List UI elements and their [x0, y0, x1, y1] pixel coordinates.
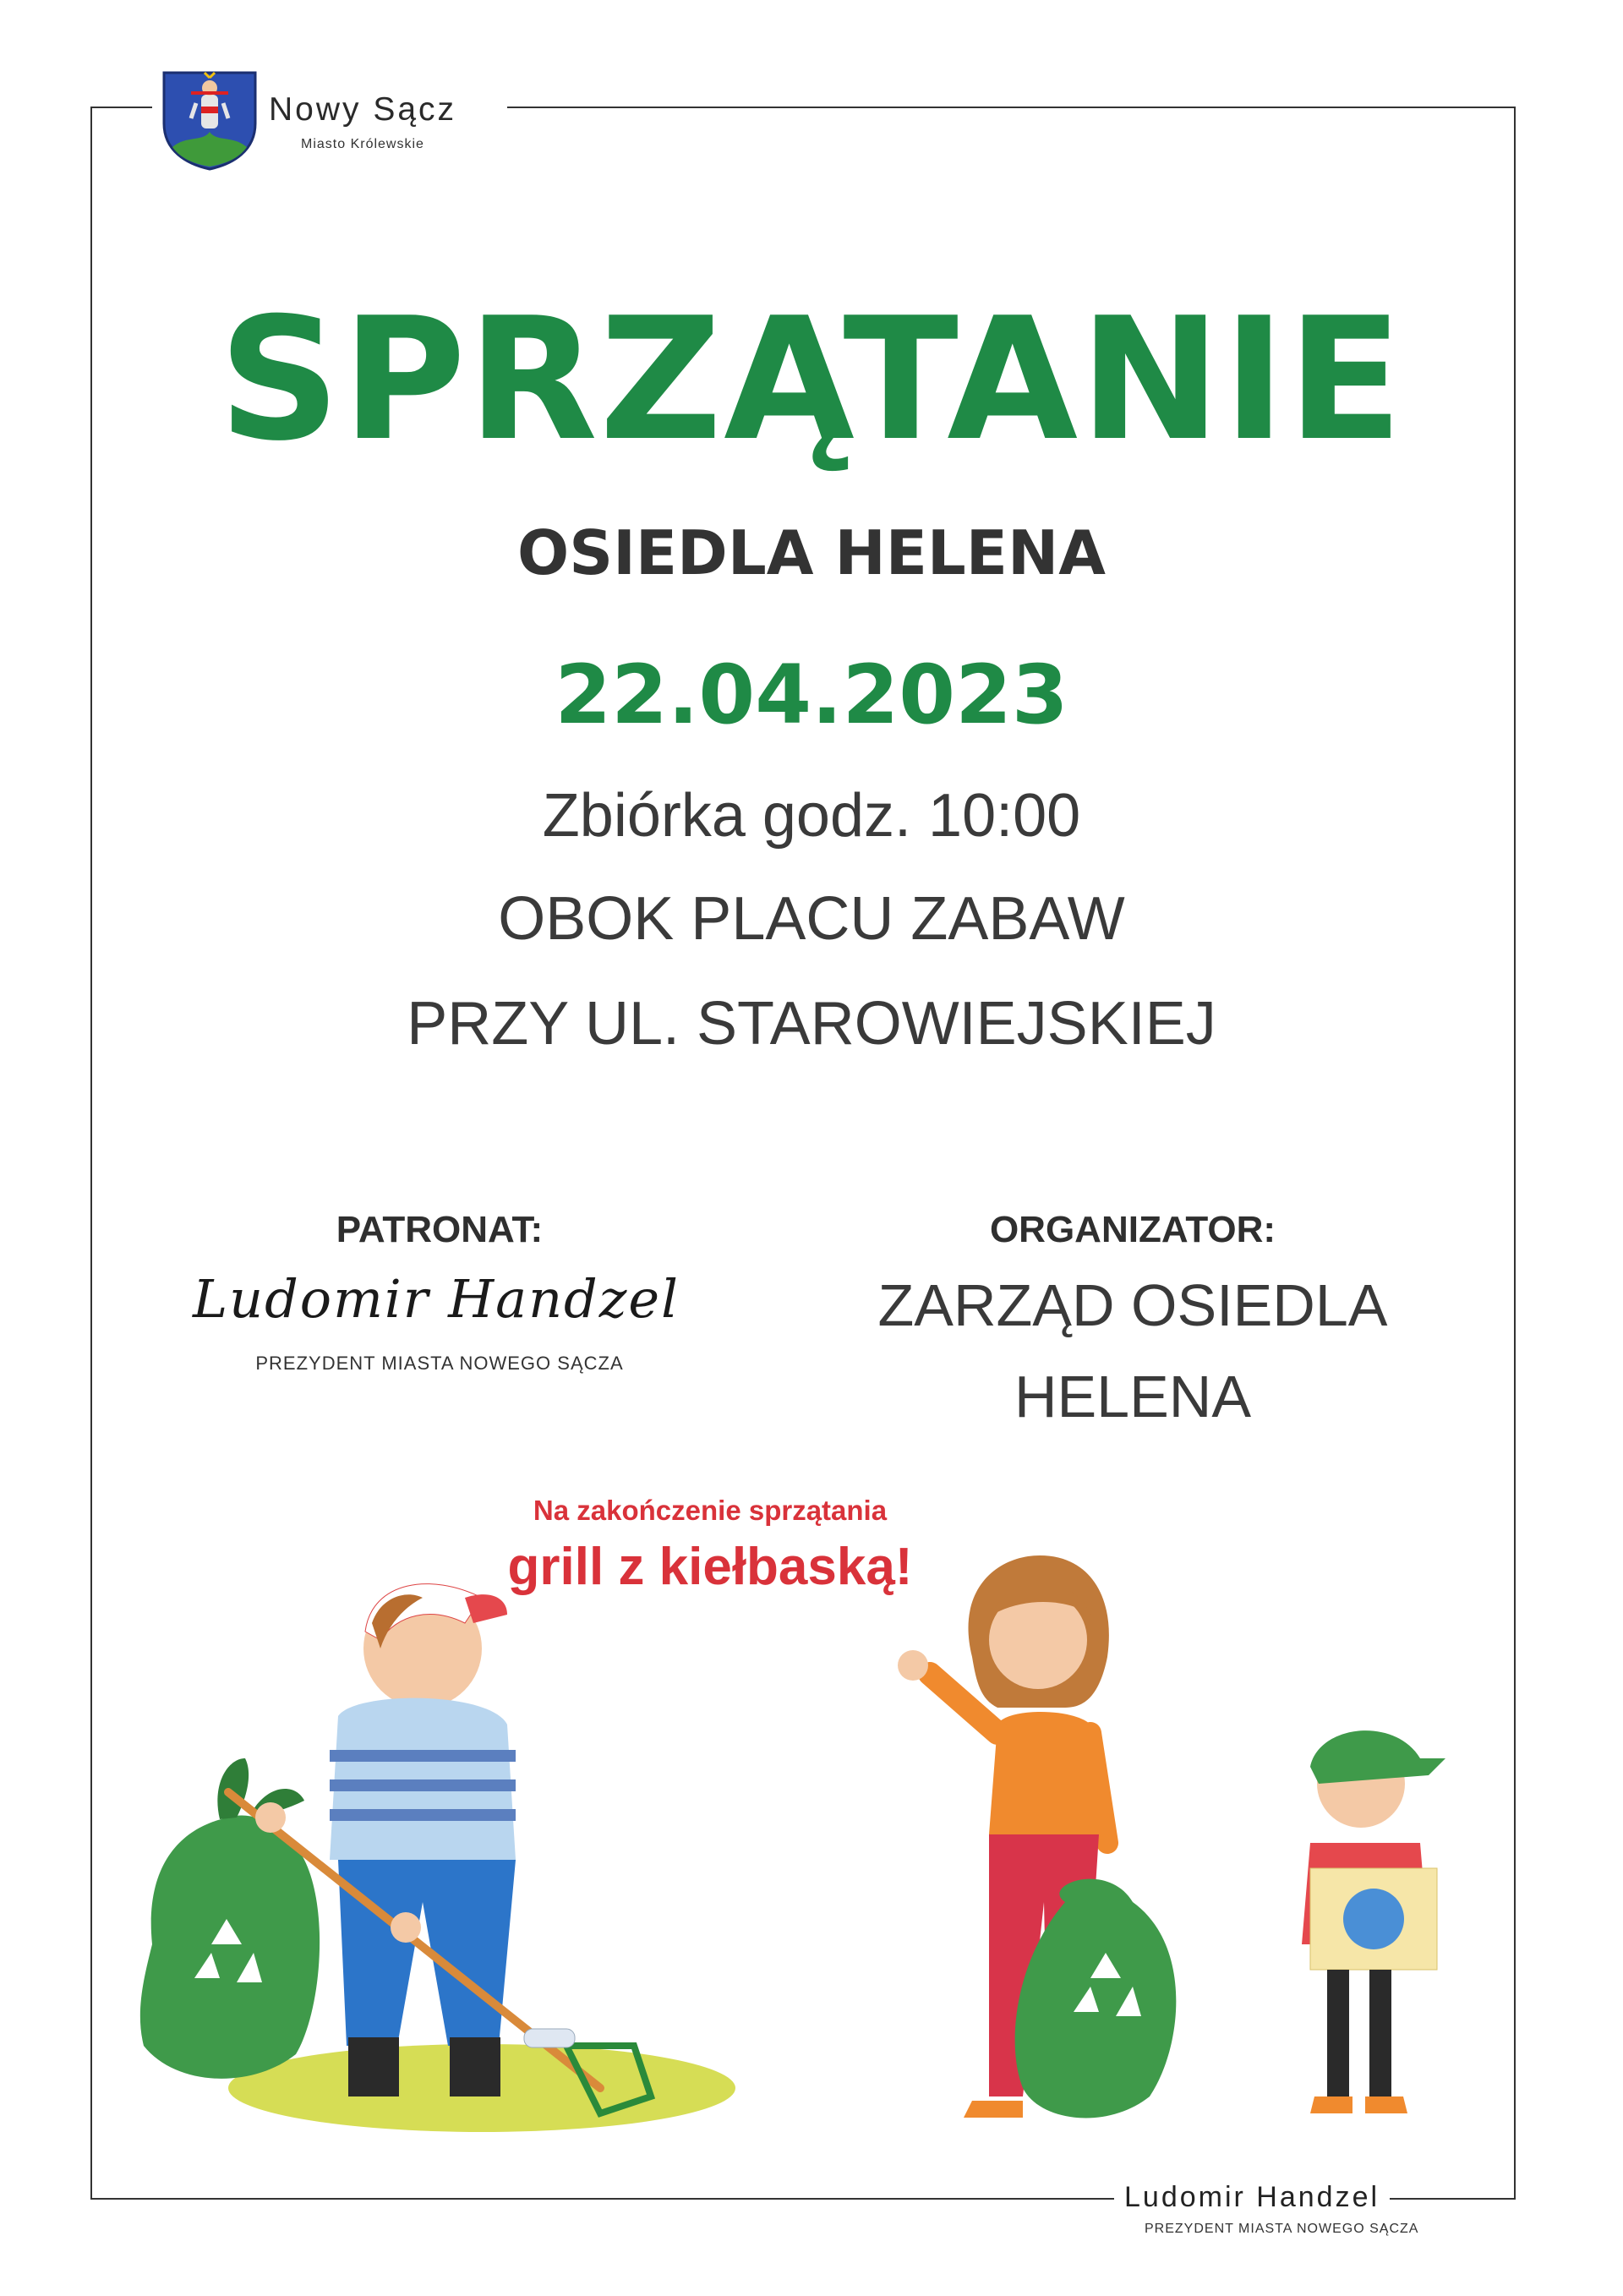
child-with-recycling-box-icon: [1302, 1730, 1445, 2113]
patronage-heading: PATRONAT:: [336, 1209, 544, 1250]
recycle-icon: [1343, 1889, 1404, 1949]
organizer-heading: ORGANIZATOR:: [989, 1209, 1276, 1250]
cleanup-illustration: [127, 1505, 1496, 2164]
nowy-sacz-coat-of-arms-icon: [161, 69, 259, 171]
poster-title: SPRZĄTANIE: [218, 282, 1405, 478]
patron-role: PREZYDENT MIASTA NOWEGO SĄCZA: [255, 1353, 624, 1374]
organizer-name-line-1: ZARZĄD OSIEDLA: [877, 1272, 1388, 1338]
footer-signature-role: PREZYDENT MIASTA NOWEGO SĄCZA: [1145, 2222, 1419, 2236]
footer-signature-name: Ludomir Handzel: [1114, 2181, 1390, 2214]
location-line-2: PRZY UL. STAROWIEJSKIEJ: [407, 990, 1216, 1058]
location-line-1: OBOK PLACU ZABAW: [498, 885, 1125, 953]
city-name: Nowy Sącz: [269, 91, 457, 128]
meeting-time: Zbiórka godz. 10:00: [542, 782, 1081, 850]
event-date: 22.04.2023: [555, 648, 1068, 742]
poster-subtitle: OSIEDLA HELENA: [517, 517, 1106, 588]
garbage-bag-icon: [140, 1758, 320, 2079]
promo-line-2: grill z kiełbaską!: [507, 1538, 913, 1596]
city-subtitle: Miasto Królewskie: [301, 137, 424, 151]
organizer-name-line-2: HELENA: [1014, 1364, 1252, 1430]
patron-signature: Ludomir Handzel: [193, 1268, 680, 1330]
promo-line-1: Na zakończenie sprzątania: [533, 1495, 888, 1526]
bottle-icon: [524, 2029, 575, 2047]
